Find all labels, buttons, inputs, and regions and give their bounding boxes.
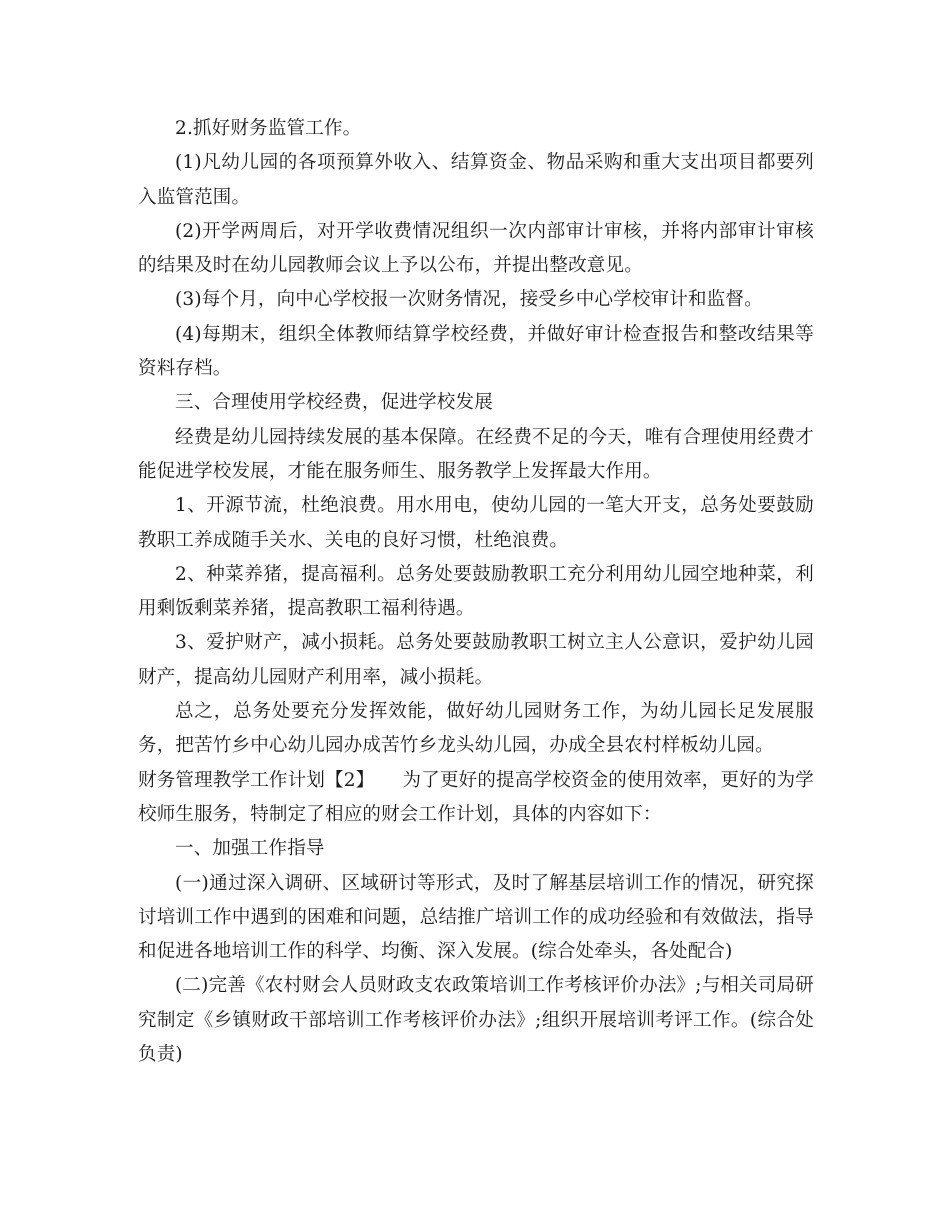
paragraph-4: (3)每个月，向中心学校报一次财务情况，接受乡中心学校审计和监督。 [175, 289, 763, 311]
paragraph-5: (4)每期末，组织全体教师结算学校经费，并做好审计检查报告和整改结果等资料存档。 [138, 323, 814, 380]
paragraph-14: (一)通过深入调研、区域研讨等形式，及时了解基层培训工作的情况，研究探讨培训工作中遇到的困难和问题，总结推广培训工作的成功经验和有效做法，指导和促进各地培训工作的科学、均衡、深入发展。(综合处牵头，各处配合) [138, 872, 814, 963]
paragraph-15: (二)完善《农村财会人员财政支农政策培训工作考核评价办法》;与相关司局研究制定《乡镇财政干部培训工作考核评价办法》;组织开展培训考评工作。(综合处负责) [138, 975, 814, 1066]
document-body [138, 112, 814, 1072]
paragraph-8: 1、开源节流，杜绝浪费。用水用电，使幼儿园的一笔大开支，总务处要鼓励教职工养成随手关水、关电的良好习惯，杜绝浪费。 [138, 495, 814, 551]
paragraph-3: (2)开学两周后，对开学收费情况组织一次内部审计审核，并将内部审计审核的结果及时在幼儿园教师会议上予以公布，并提出整改意见。 [138, 220, 814, 277]
paragraph-1: 2.抓好财务监管工作。 [175, 118, 362, 139]
paragraph-9: 2、种菜养猪，提高福利。总务处要鼓励教职工充分利用幼儿园空地种菜，利用剩饭剩菜养猪，提高教职工福利待遇。 [138, 563, 814, 620]
section-heading-1: 一、加强工作指导 [175, 838, 325, 860]
paragraph-11: 总之，总务处要充分发挥效能，做好幼儿园财务工作，为幼儿园长足发展服务，把苦竹乡中心幼儿园办成苦竹乡龙头幼儿园，办成全县农村样板幼儿园。 [138, 701, 814, 757]
paragraph-7: 经费是幼儿园持续发展的基本保障。在经费不足的今天，唯有合理使用经费才能促进学校发展，才能在服务师生、服务教学上发挥最大作用。 [138, 426, 814, 482]
paragraph-2: (1)凡幼儿园的各项预算外收入、结算资金、物品采购和重大支出项目都要列入监管范围。 [138, 152, 814, 208]
section-heading-3: 三、合理使用学校经费，促进学校发展 [175, 392, 493, 414]
section-title-plan-2: 财务管理教学工作计划【2】 为了更好的提高学校资金的使用效率，更好的为学校师生服务，特制定了相应的财会工作计划，具体的内容如下： [138, 769, 814, 825]
paragraph-10: 3、爱护财产，减小损耗。总务处要鼓励教职工树立主人公意识，爱护幼儿园财产，提高幼儿园财产利用率，减小损耗。 [138, 632, 814, 688]
